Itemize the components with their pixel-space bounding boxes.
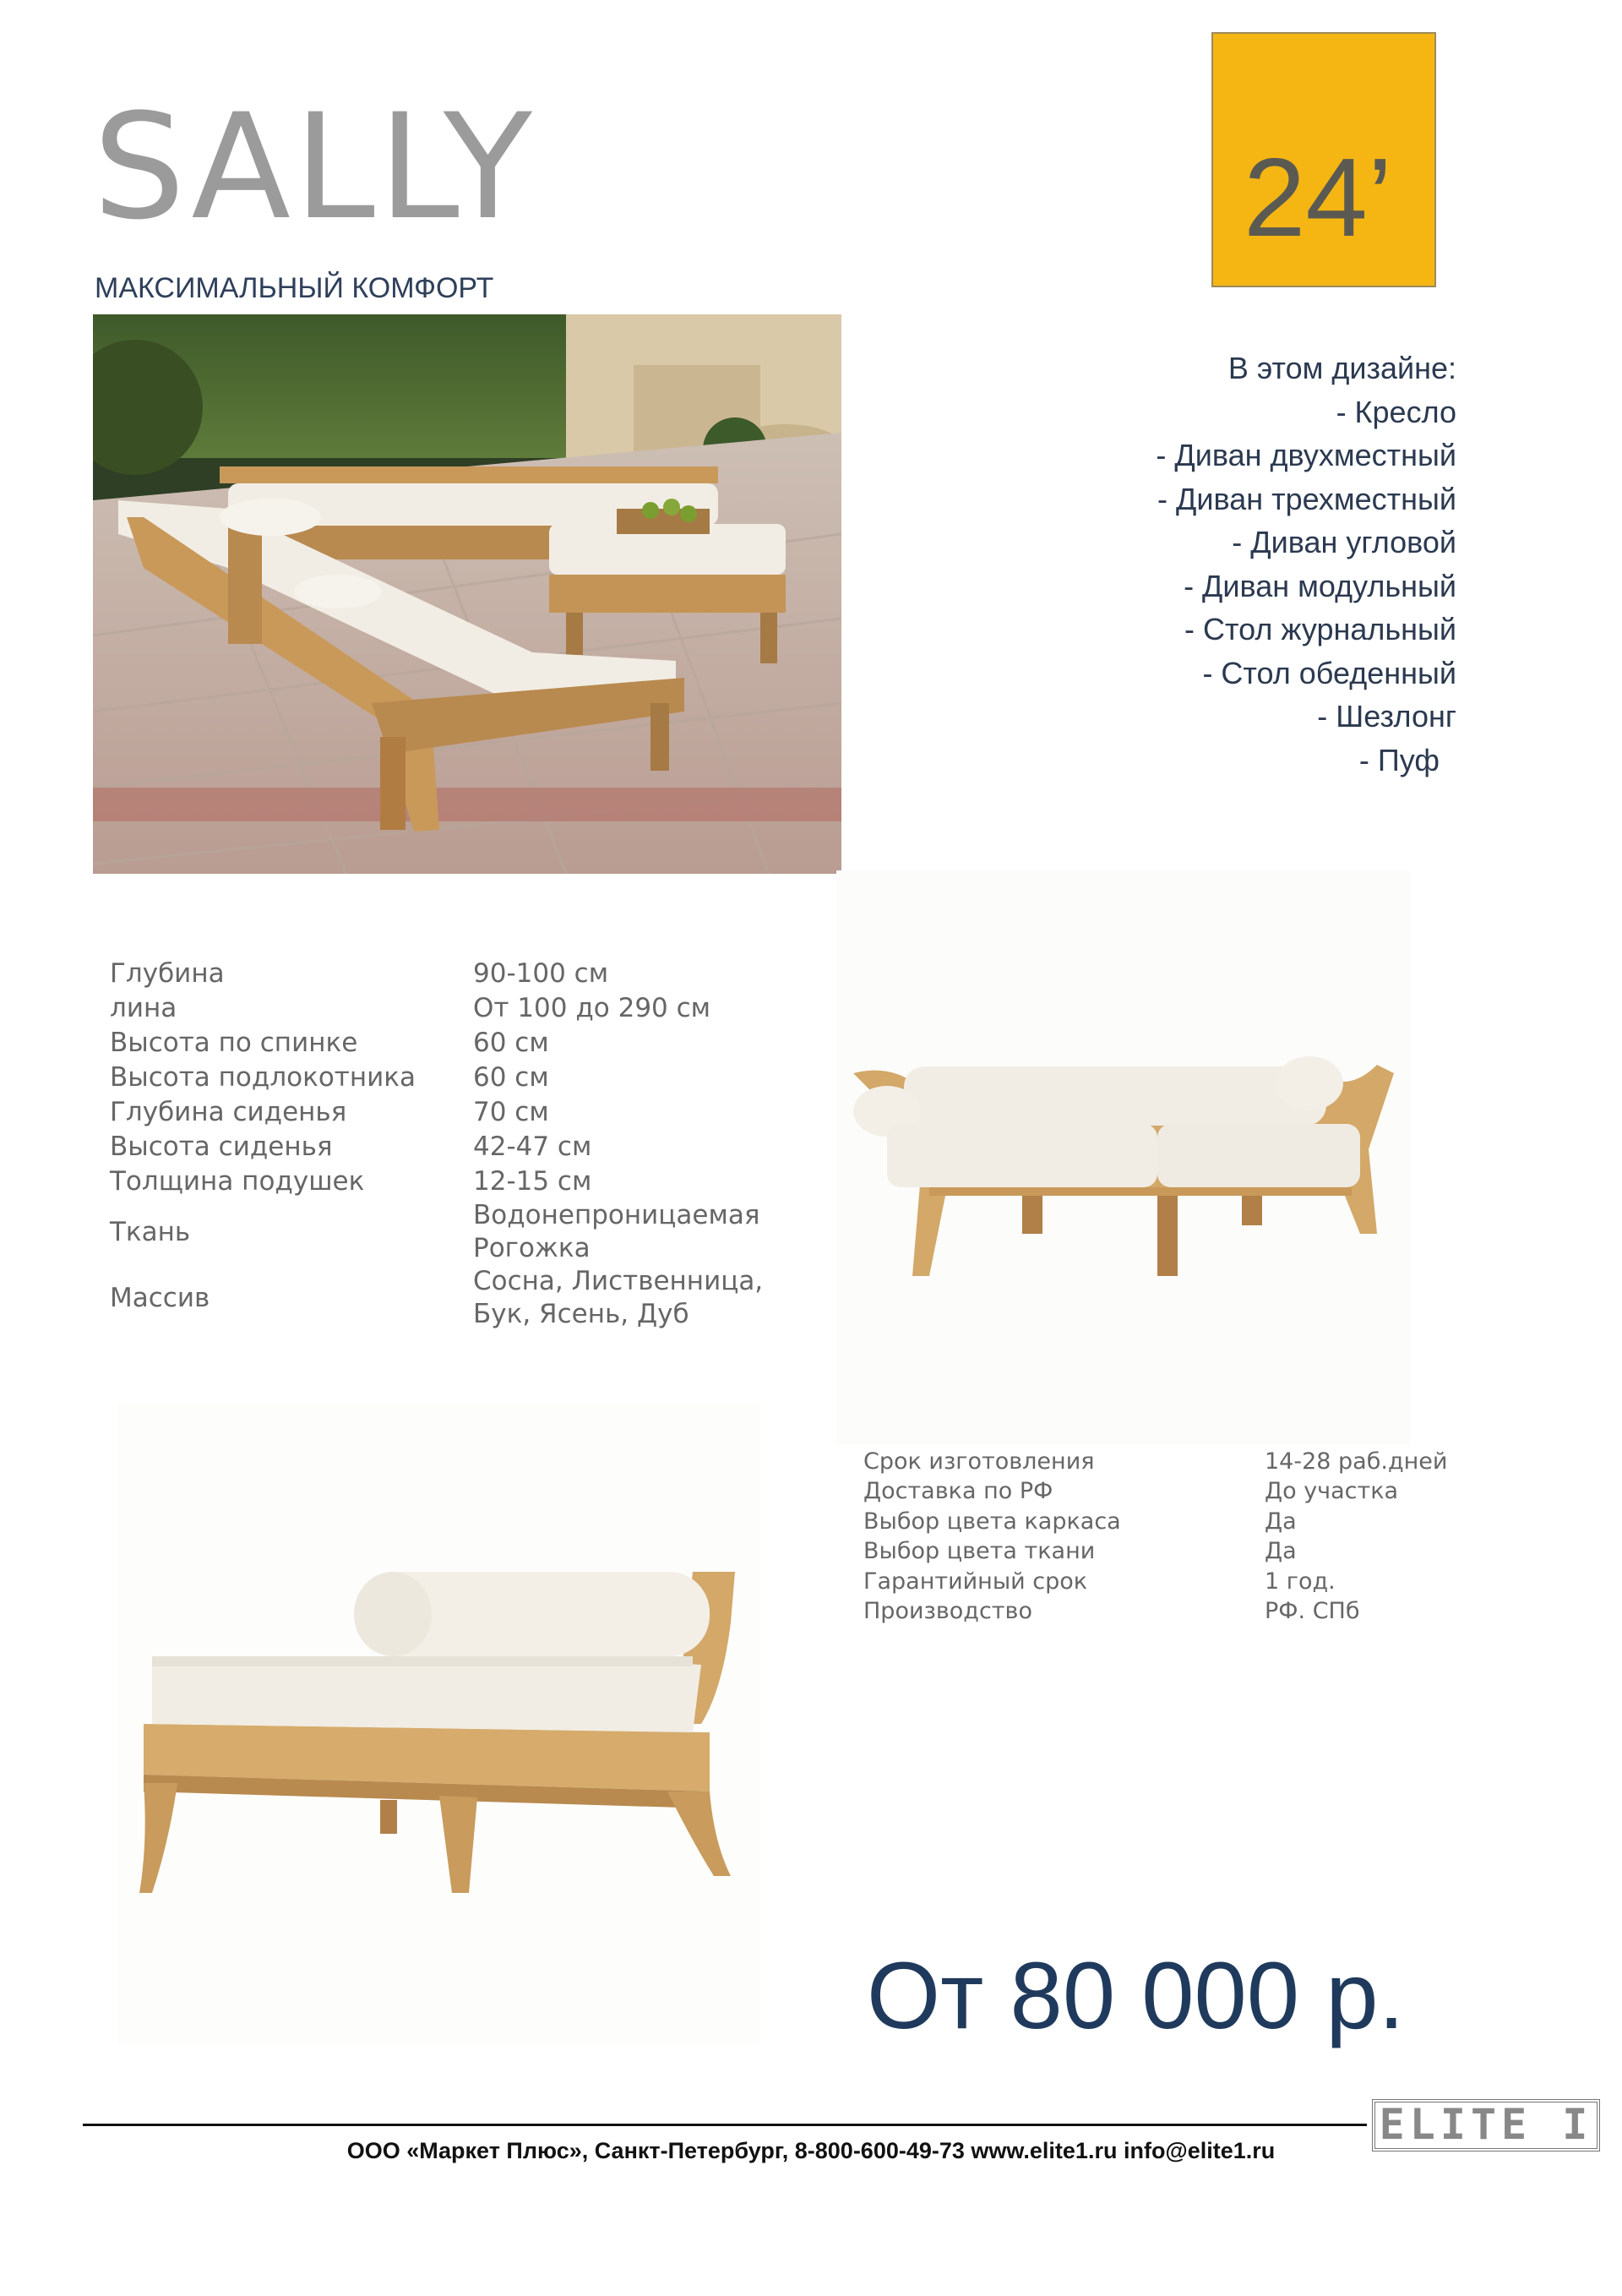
design-item: - Диван угловой — [1232, 525, 1456, 559]
terms-row — [863, 1507, 1447, 1536]
terms-label: Гарантийный срок — [863, 1568, 1088, 1595]
spec-row — [110, 1061, 794, 1095]
terms-value: Да — [1265, 1538, 1297, 1565]
badge-text: 24’ — [1244, 135, 1393, 259]
spec-value-line: Рогожка — [473, 1233, 591, 1263]
spec-label: Высота сиденья — [110, 1132, 333, 1162]
terms-value: 1 год. — [1265, 1568, 1336, 1595]
terms-row — [863, 1447, 1447, 1476]
sofa-product-photo — [836, 870, 1411, 1445]
design-item: - Диван трехместный — [1157, 481, 1456, 516]
spec-label: лина — [110, 993, 177, 1023]
spec-value: 60 см — [473, 1028, 549, 1058]
terms-value: До участка — [1265, 1478, 1399, 1505]
spec-row — [110, 1026, 794, 1061]
terms-row — [863, 1596, 1447, 1626]
terms-row — [863, 1476, 1447, 1506]
design-item: - Диван модульный — [1184, 568, 1456, 603]
design-item: - Пуф — [1358, 742, 1440, 777]
design-item: - Кресло — [1336, 394, 1456, 429]
size-badge — [1211, 32, 1436, 287]
terms-table — [863, 1447, 1447, 1626]
spec-value-line: Бук, Ясень, Дуб — [473, 1299, 689, 1329]
spec-row — [110, 957, 794, 991]
spec-value: 60 см — [473, 1062, 549, 1093]
design-item: - Стол журнальный — [1184, 612, 1456, 646]
spec-label: Массив — [110, 1283, 210, 1313]
spec-label: Глубина сиденья — [110, 1097, 347, 1127]
spec-label: Толщина подушек — [110, 1166, 365, 1197]
design-list — [1156, 346, 1456, 782]
terms-label: Срок изготовления — [863, 1448, 1095, 1475]
footer-divider — [83, 2124, 1367, 2126]
spec-label: Высота подлокотника — [110, 1062, 416, 1093]
design-heading: В этом дизайне: — [1227, 351, 1456, 385]
page-title: SALLY — [93, 82, 536, 252]
spec-row — [110, 1199, 794, 1265]
spec-value: От 100 до 290 см — [473, 993, 711, 1023]
sectional-garden-photo — [93, 314, 841, 874]
spec-row — [110, 1164, 794, 1199]
terms-label: Выбор цвета ткани — [863, 1538, 1096, 1565]
spec-value: 90-100 см — [473, 958, 609, 989]
spec-value: 12-15 см — [473, 1166, 592, 1197]
terms-value: 14-28 раб.дней — [1265, 1448, 1448, 1475]
terms-row — [863, 1536, 1447, 1566]
spec-row — [110, 1095, 794, 1130]
design-item: - Диван двухместный — [1156, 438, 1456, 472]
spec-label: Высота по спинке — [110, 1028, 358, 1058]
design-item: - Стол обеденный — [1202, 655, 1456, 690]
spec-row — [110, 991, 794, 1026]
spec-value — [473, 1199, 794, 1265]
spec-value — [473, 1265, 794, 1331]
spec-label: Ткань — [110, 1217, 191, 1247]
spec-value-line: Сосна, Лиственница, — [473, 1266, 764, 1296]
price: От 80 000 р. — [867, 1943, 1405, 2048]
spec-value: 70 см — [473, 1097, 549, 1127]
footer-contacts: ООО «Маркет Плюс», Санкт-Петербург, 8-800-600-49-73 www.elite1.ru info@elite1.ru — [346, 2138, 1276, 2163]
terms-label: Выбор цвета каркаса — [863, 1508, 1121, 1535]
terms-row — [863, 1567, 1447, 1596]
page-subtitle: МАКСИМАЛЬНЫЙ КОМФОРТ — [95, 272, 494, 304]
terms-label: Доставка по РФ — [863, 1478, 1053, 1505]
spec-label: Глубина — [110, 958, 225, 989]
terms-value: РФ. СПб — [1265, 1597, 1360, 1624]
specs-table — [110, 957, 794, 1331]
terms-value: Да — [1265, 1508, 1297, 1535]
spec-row — [110, 1130, 794, 1164]
terms-label: Производство — [863, 1597, 1032, 1624]
spec-value-line: Водонепроницаемая — [473, 1200, 760, 1230]
design-item: - Шезлонг — [1317, 699, 1456, 734]
chaise-product-photo — [118, 1403, 760, 2045]
brand-logo: ELITE I — [1372, 2099, 1600, 2151]
spec-row — [110, 1265, 794, 1331]
spec-value: 42-47 см — [473, 1132, 592, 1162]
